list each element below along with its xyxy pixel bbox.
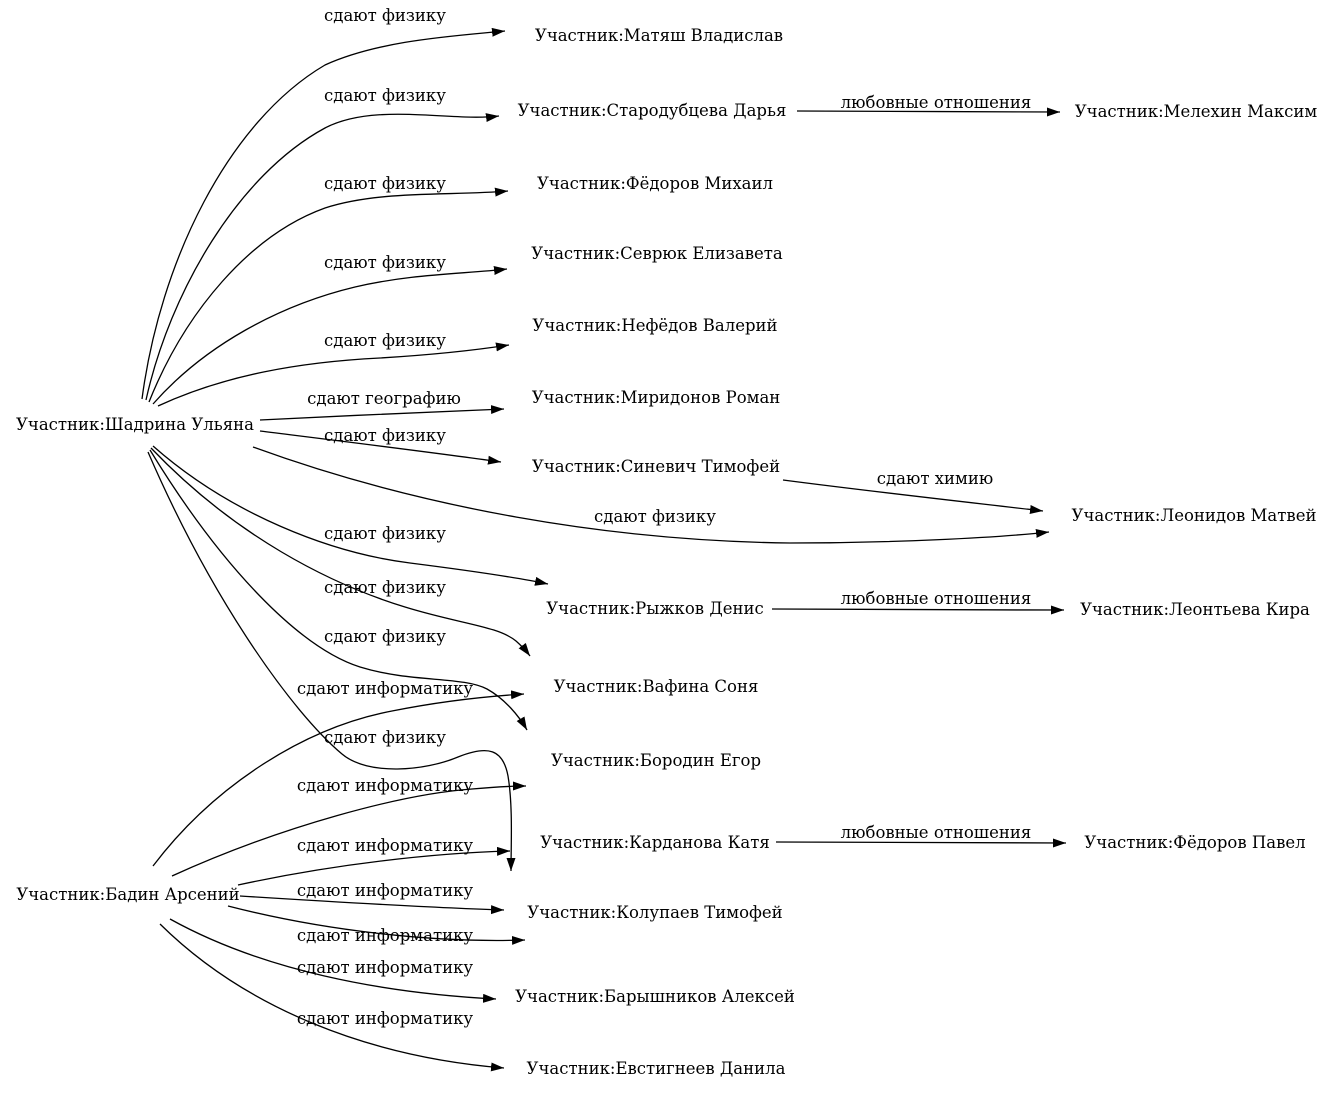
node-melekhin-maksim: Участник:Мелехин Максим bbox=[1074, 102, 1318, 121]
edge-shadrina-ulyana-to-kolupaev-timofey bbox=[148, 452, 511, 871]
edge-label: любовные отношения bbox=[840, 589, 1032, 608]
edge-label: сдают физику bbox=[324, 174, 446, 193]
edge-shadrina-ulyana-to-miridonov-roman bbox=[260, 409, 504, 420]
edge-label: сдают информатику bbox=[296, 881, 474, 900]
edge-badin-arseniy-to-kardanova-katya bbox=[238, 851, 510, 885]
node-kolupaev-timofey: Участник:Колупаев Тимофей bbox=[527, 903, 783, 922]
node-miridonov-roman: Участник:Миридонов Роман bbox=[531, 388, 781, 407]
node-kardanova-katya: Участник:Карданова Катя bbox=[540, 833, 770, 852]
edge-labels-layer bbox=[297, 6, 1031, 1028]
edge-label: сдают информатику bbox=[296, 926, 474, 945]
edge-label: сдают информатику bbox=[296, 836, 474, 855]
edge-ryzhkov-denis-to-leontyeva-kira bbox=[772, 609, 1064, 610]
edge-label: сдают физику bbox=[324, 253, 446, 272]
edge-label: сдают физику bbox=[324, 728, 446, 747]
edge-label: сдают физику bbox=[324, 6, 446, 25]
edge-label: сдают физику bbox=[324, 578, 446, 597]
node-nefyodov-valeriy: Участник:Нефёдов Валерий bbox=[532, 316, 778, 335]
edge-label: сдают физику bbox=[324, 331, 446, 350]
node-badin-arseniy: Участник:Бадин Арсений bbox=[16, 885, 240, 904]
node-leonidov-matvey: Участник:Леонидов Матвей bbox=[1071, 506, 1317, 525]
edge-label: сдают химию bbox=[876, 469, 994, 488]
node-vafina-sonya: Участник:Вафина Соня bbox=[553, 677, 759, 696]
edge-label: сдают физику bbox=[324, 524, 446, 543]
node-starodubtseva-darya: Участник:Стародубцева Дарья bbox=[517, 101, 787, 120]
edge-kardanova-katya-to-fyodorov-pavel bbox=[776, 842, 1066, 843]
node-matyash-vladislav: Участник:Матяш Владислав bbox=[534, 26, 784, 45]
node-borodin-egor: Участник:Бородин Егор bbox=[550, 751, 762, 770]
node-baryshnikov-aleksey: Участник:Барышников Алексей bbox=[515, 987, 795, 1006]
node-fyodorov-mikhail: Участник:Фёдоров Михаил bbox=[536, 174, 774, 193]
edge-label: сдают физику bbox=[324, 426, 446, 445]
edge-label: сдают информатику bbox=[296, 958, 474, 977]
edge-label: сдают географию bbox=[307, 389, 461, 408]
node-fyodorov-pavel: Участник:Фёдоров Павел bbox=[1084, 833, 1306, 852]
edge-label: сдают информатику bbox=[296, 1009, 474, 1028]
node-ryzhkov-denis: Участник:Рыжков Денис bbox=[546, 599, 764, 618]
edge-label: сдают физику bbox=[324, 86, 446, 105]
edge-label: сдают информатику bbox=[296, 776, 474, 795]
edge-shadrina-ulyana-to-starodubtseva-darya bbox=[146, 114, 499, 400]
edge-shadrina-ulyana-to-ryzhkov-denis bbox=[153, 446, 548, 584]
node-leontyeva-kira: Участник:Леонтьева Кира bbox=[1080, 600, 1310, 619]
edge-shadrina-ulyana-to-vafina-sonya bbox=[151, 448, 530, 656]
node-evstigneev-danila: Участник:Евстигнеев Данила bbox=[526, 1059, 786, 1078]
edge-label: любовные отношения bbox=[840, 93, 1032, 112]
edge-shadrina-ulyana-to-fyodorov-mikhail bbox=[149, 191, 508, 402]
edge-label: сдают физику bbox=[324, 627, 446, 646]
edge-badin-arseniy-to-borodin-egor bbox=[172, 786, 526, 876]
node-shadrina-ulyana: Участник:Шадрина Ульяна bbox=[15, 415, 255, 434]
node-sinevich-timofey: Участник:Синевич Тимофей bbox=[531, 457, 781, 476]
edge-label: любовные отношения bbox=[840, 823, 1032, 842]
edge-label: сдают информатику bbox=[296, 679, 474, 698]
node-sevryuk-elizaveta: Участник:Севрюк Елизавета bbox=[531, 244, 783, 263]
nodes-layer bbox=[16, 26, 1317, 1078]
edge-label: сдают физику bbox=[594, 507, 716, 526]
